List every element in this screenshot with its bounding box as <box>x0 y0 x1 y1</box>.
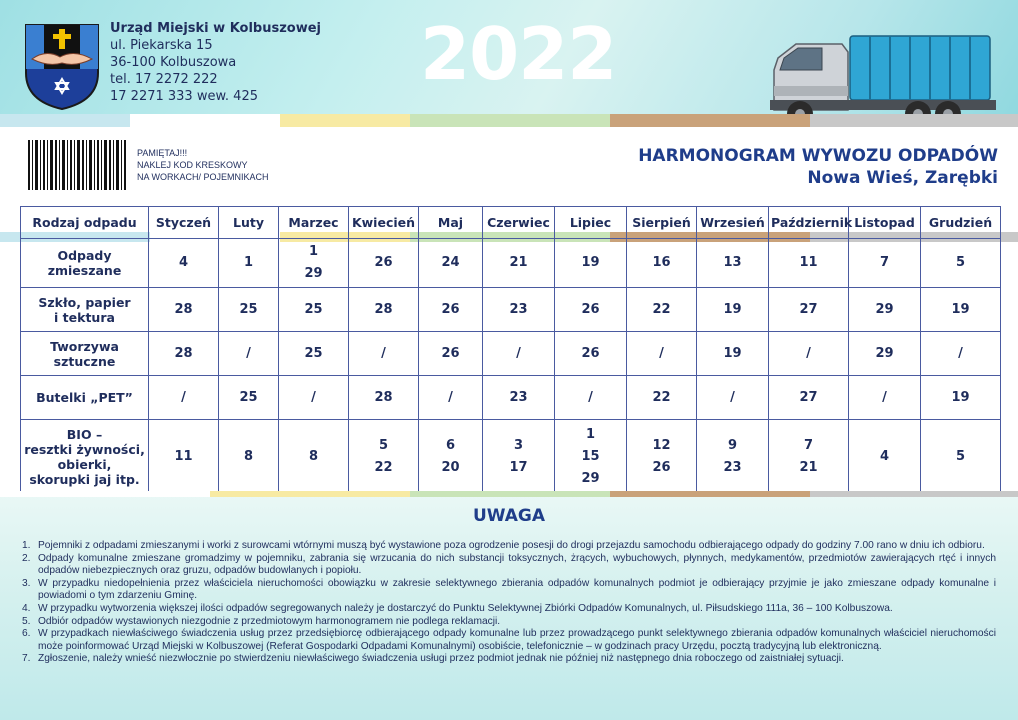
table-row <box>21 239 1001 288</box>
barcode-reminder <box>137 147 269 183</box>
table-header-row <box>21 207 1001 239</box>
pickup-day: 7 <box>879 255 890 270</box>
pickup-day: 26 <box>374 255 393 270</box>
pickup-day: 26 <box>441 345 460 361</box>
column-header-month: Czerwiec <box>483 207 555 239</box>
pickup-date-cell <box>279 420 349 494</box>
schedule-table <box>20 206 1001 494</box>
pickup-date-cell <box>419 420 483 494</box>
office-phone-ext: 17 2271 333 wew. 425 <box>110 89 258 104</box>
pickup-day: 29 <box>304 266 323 281</box>
waste-type-line: Odpady <box>57 248 112 263</box>
table-row <box>21 288 1001 332</box>
note-number: 3. <box>22 577 31 589</box>
pickup-date-cell <box>849 332 921 376</box>
pickup-day: 19 <box>723 345 742 361</box>
pickup-date-cell <box>849 239 921 288</box>
pickup-date-cell <box>219 332 279 376</box>
pickup-date-cell <box>419 332 483 376</box>
pickup-day: 26 <box>652 459 671 475</box>
pickup-day: 29 <box>875 301 894 317</box>
pickup-date-cell <box>921 332 1001 376</box>
waste-type-line: Tworzywa <box>50 338 119 354</box>
notes-list <box>22 540 996 666</box>
pickup-day: 23 <box>509 301 528 317</box>
pickup-date-cell <box>555 288 627 332</box>
pickup-date-cell <box>419 239 483 288</box>
pickup-date-cell <box>279 288 349 332</box>
pickup-date-cell <box>149 288 219 332</box>
pickup-day: 17 <box>509 459 528 475</box>
pickup-date-cell <box>279 376 349 420</box>
pickup-day: 26 <box>581 301 600 317</box>
column-header-type: Rodzaj odpadu <box>21 207 149 239</box>
year-title: 2022 <box>420 12 617 96</box>
column-header-month: Grudzień <box>921 207 1001 239</box>
column-header-month: Marzec <box>279 207 349 239</box>
table-row <box>21 420 1001 494</box>
pickup-date-cell <box>555 239 627 288</box>
pickup-date-cell <box>849 376 921 420</box>
reminder-line: NAKLEJ KOD KRESKOWY <box>137 160 248 170</box>
pickup-day: 8 <box>308 448 319 464</box>
column-header-month: Maj <box>419 207 483 239</box>
note-number: 2. <box>22 552 31 564</box>
barcode-icon <box>28 140 128 190</box>
column-header-month: Kwiecień <box>349 207 419 239</box>
pickup-date-cell <box>921 420 1001 494</box>
office-name: Urząd Miejski w Kolbuszowej <box>110 21 322 36</box>
pickup-date-cell <box>849 420 921 494</box>
note-item <box>22 552 996 578</box>
note-text: Pojemniki z odpadami zmieszanymi i worki z surowcami wtórnymi muszą być wystawione poza ogrodzenie posesji do drogi przejazdu samochodu odbierającego odpady do godziny 7.00 rano w dniu ich odbioru. <box>38 540 985 551</box>
pickup-date-cell <box>483 332 555 376</box>
pickup-day: 11 <box>174 448 193 464</box>
pickup-date-cell <box>627 288 697 332</box>
note-item <box>22 628 996 653</box>
pickup-date-cell <box>483 288 555 332</box>
pickup-date-cell <box>149 239 219 288</box>
pickup-day: / <box>730 389 735 405</box>
waste-type-line: zmieszane <box>47 263 122 278</box>
pickup-day: 19 <box>723 301 742 317</box>
pickup-date-cell <box>627 239 697 288</box>
waste-type-line: skorupki jaj itp. <box>29 471 140 487</box>
pickup-date-cell <box>769 288 849 332</box>
note-text: W przypadku wytworzenia większej ilości odpadów segregowanych należy je dostarczyć do Punktu Selektywnej Zbiórki Odpadów Komunalnych, ul. Piłsudskiego 111a, 36 – 100 Kolbuszowa. <box>38 602 893 614</box>
waste-type-line: Butelki „PET” <box>36 390 133 405</box>
column-header-month: Luty <box>219 207 279 239</box>
pickup-day: 19 <box>951 301 970 317</box>
pickup-date-cell <box>483 239 555 288</box>
pickup-day: 27 <box>799 389 818 405</box>
pickup-day: 25 <box>239 301 258 317</box>
pickup-day: 4 <box>178 255 189 270</box>
pickup-day: 23 <box>509 389 528 405</box>
pickup-date-cell <box>349 420 419 494</box>
pickup-day: 16 <box>652 255 671 270</box>
column-header-month: Sierpień <box>627 207 697 239</box>
note-item <box>22 540 996 553</box>
pickup-day: 1 <box>308 244 319 259</box>
pickup-day: 11 <box>799 255 818 270</box>
pickup-day: 26 <box>581 345 600 361</box>
table-row <box>21 376 1001 420</box>
pickup-day: 5 <box>955 255 966 270</box>
pickup-date-cell <box>419 288 483 332</box>
pickup-day: / <box>958 345 963 361</box>
pickup-day: / <box>806 345 811 361</box>
pickup-date-cell <box>627 332 697 376</box>
column-header-month: Styczeń <box>149 207 219 239</box>
pickup-day: 21 <box>799 459 818 475</box>
pickup-day: 7 <box>803 437 814 453</box>
pickup-day: 26 <box>441 301 460 317</box>
table-row <box>21 332 1001 376</box>
pickup-day: / <box>448 389 453 405</box>
pickup-day: 28 <box>374 301 393 317</box>
pickup-date-cell <box>149 420 219 494</box>
waste-type-label <box>21 288 149 332</box>
schedule-title <box>638 145 998 189</box>
coat-of-arms-icon <box>24 23 100 110</box>
pickup-day: / <box>181 389 186 405</box>
pickup-day: 22 <box>652 301 671 317</box>
pickup-date-cell <box>349 376 419 420</box>
waste-type-label <box>21 420 149 494</box>
waste-type-line: Szkło, papier <box>38 294 131 310</box>
waste-type-line: BIO – <box>66 426 103 442</box>
waste-type-label <box>21 332 149 376</box>
pickup-day: 15 <box>581 448 600 464</box>
reminder-line: NA WORKACH/ POJEMNIKACH <box>137 172 269 182</box>
note-text: Odpady komunalne zmieszane gromadzimy w pojemniku, zabrania się wrzucania do nich substancji toksycznych, żrących, wybuchowych, płynnych, medykamentów, przedmiotów zawierających rtęć i innych odpadów niebezpiecznych oraz gruzu, odpadów budowlanych i popiołu. <box>38 552 996 577</box>
pickup-day: 27 <box>799 301 818 317</box>
pickup-day: 1 <box>243 255 254 270</box>
header-banner <box>0 0 1018 127</box>
note-number: 6. <box>22 628 31 640</box>
pickup-date-cell <box>483 376 555 420</box>
waste-type-line: i tektura <box>54 309 115 325</box>
waste-type-line: sztuczne <box>53 353 116 369</box>
note-text: Zgłoszenie, należy wnieść niezwłocznie po stwierdzeniu niewłaściwego świadczenia usługi przez podmiot jednak nie później niż następnego dnia roboczego od zaistniałej sytuacji. <box>38 653 844 665</box>
pickup-date-cell <box>219 239 279 288</box>
pickup-day: 19 <box>951 389 970 405</box>
note-text: W przypadkach niewłaściwego świadczenia usług przez przedsiębiorcę odbierającego odpady komunalne lub przez prowadzącego punkt selektywnego zbierania odpadów komunalnych właściciel nieruchomości może poinformować Urząd Miejski w Kolbuszowej (Referat Gospodarki Odpadami Komunalnymi) osobiście, telefonicznie – w godzinach pracy Urzędu, pocztą tradycyjną lub elektroniczną. <box>38 628 996 652</box>
pickup-date-cell <box>697 288 769 332</box>
pickup-day: 29 <box>581 470 600 486</box>
pickup-day: 21 <box>509 255 528 270</box>
office-city: 36-100 Kolbuszowa <box>110 55 237 70</box>
pickup-date-cell <box>555 332 627 376</box>
column-header-month: Październik <box>769 207 849 239</box>
pickup-day: 6 <box>445 437 456 453</box>
pickup-date-cell <box>149 376 219 420</box>
note-text: W przypadku niedopełnienia przez właściciela nieruchomości obowiązku w zakresie selektywnego zbierania odpadów komunalnych podmiot je odbierający przyjmie je jako zmieszane odpady komunalne i powiadomi o tym zdarzeniu Gminę. <box>38 577 996 602</box>
pickup-date-cell <box>419 376 483 420</box>
pickup-day: 25 <box>304 301 323 317</box>
pickup-day: 28 <box>174 301 193 317</box>
pickup-date-cell <box>769 376 849 420</box>
pickup-day: / <box>246 345 251 361</box>
schedule-title-location: Nowa Wieś, Zarębki <box>807 168 998 188</box>
waste-type-label <box>21 376 149 420</box>
pickup-day: 28 <box>374 389 393 405</box>
pickup-day: 5 <box>378 437 389 453</box>
pickup-date-cell <box>149 332 219 376</box>
column-header-month: Listopad <box>849 207 921 239</box>
pickup-day: 25 <box>304 345 323 361</box>
note-text: Odbiór odpadów wystawionych niezgodnie z przedmiotowym harmonogramem nie podlega reklamacji. <box>38 615 501 627</box>
pickup-day: 29 <box>875 345 894 361</box>
reminder-line: PAMIĘTAJ!!! <box>137 148 188 158</box>
pickup-day: 13 <box>723 255 742 270</box>
header-stripe <box>0 114 1018 127</box>
pickup-day: 5 <box>955 448 966 464</box>
office-phone: tel. 17 2272 222 <box>110 72 218 87</box>
waste-type-line: obierki, <box>57 456 112 472</box>
notes-heading: UWAGA <box>472 506 546 526</box>
pickup-date-cell <box>921 239 1001 288</box>
pickup-day: 24 <box>441 255 460 270</box>
pickup-day: 12 <box>652 437 671 453</box>
pickup-date-cell <box>849 288 921 332</box>
column-header-month: Wrzesień <box>697 207 769 239</box>
pickup-date-cell <box>349 288 419 332</box>
pickup-date-cell <box>921 376 1001 420</box>
pickup-day: 25 <box>239 389 258 405</box>
pickup-day: / <box>588 389 593 405</box>
pickup-day: 1 <box>585 426 596 442</box>
pickup-day: 3 <box>513 437 524 453</box>
column-header-month: Lipiec <box>555 207 627 239</box>
pickup-date-cell <box>279 239 349 288</box>
pickup-day: / <box>882 389 887 405</box>
pickup-day: 22 <box>652 389 671 405</box>
pickup-day: 4 <box>879 448 890 464</box>
pickup-date-cell <box>769 332 849 376</box>
pickup-date-cell <box>921 288 1001 332</box>
garbage-truck-icon <box>770 22 1000 127</box>
pickup-day: / <box>381 345 386 361</box>
schedule-title-main: HARMONOGRAM WYWOZU ODPADÓW <box>638 146 998 166</box>
note-number: 5. <box>22 615 31 627</box>
pickup-date-cell <box>627 420 697 494</box>
pickup-day: 20 <box>441 459 460 475</box>
pickup-day: 22 <box>374 459 393 475</box>
pickup-date-cell <box>769 239 849 288</box>
pickup-date-cell <box>219 288 279 332</box>
pickup-date-cell <box>697 239 769 288</box>
footer-stripe <box>0 491 1018 497</box>
pickup-date-cell <box>349 239 419 288</box>
pickup-date-cell <box>279 332 349 376</box>
pickup-date-cell <box>555 420 627 494</box>
note-item <box>22 577 996 603</box>
pickup-date-cell <box>219 420 279 494</box>
note-item <box>22 653 996 666</box>
waste-type-label <box>21 239 149 288</box>
pickup-date-cell <box>627 376 697 420</box>
note-number: 1. <box>22 540 31 551</box>
pickup-day: / <box>311 389 316 405</box>
pickup-day: 9 <box>727 437 738 453</box>
pickup-date-cell <box>219 376 279 420</box>
note-number: 7. <box>22 653 31 665</box>
pickup-date-cell <box>697 376 769 420</box>
pickup-date-cell <box>697 420 769 494</box>
pickup-date-cell <box>769 420 849 494</box>
note-item <box>22 615 996 629</box>
pickup-day: 28 <box>174 345 193 361</box>
pickup-day: 19 <box>581 255 600 270</box>
pickup-date-cell <box>483 420 555 494</box>
pickup-date-cell <box>697 332 769 376</box>
waste-type-line: resztki żywności, <box>24 441 145 457</box>
office-street: ul. Piekarska 15 <box>110 38 213 53</box>
pickup-day: 8 <box>243 448 254 464</box>
pickup-day: / <box>659 345 664 361</box>
pickup-date-cell <box>349 332 419 376</box>
note-number: 4. <box>22 602 31 614</box>
note-item <box>22 602 996 616</box>
pickup-date-cell <box>555 376 627 420</box>
pickup-day: / <box>516 345 521 361</box>
pickup-day: 23 <box>723 459 742 475</box>
office-address <box>110 20 321 105</box>
